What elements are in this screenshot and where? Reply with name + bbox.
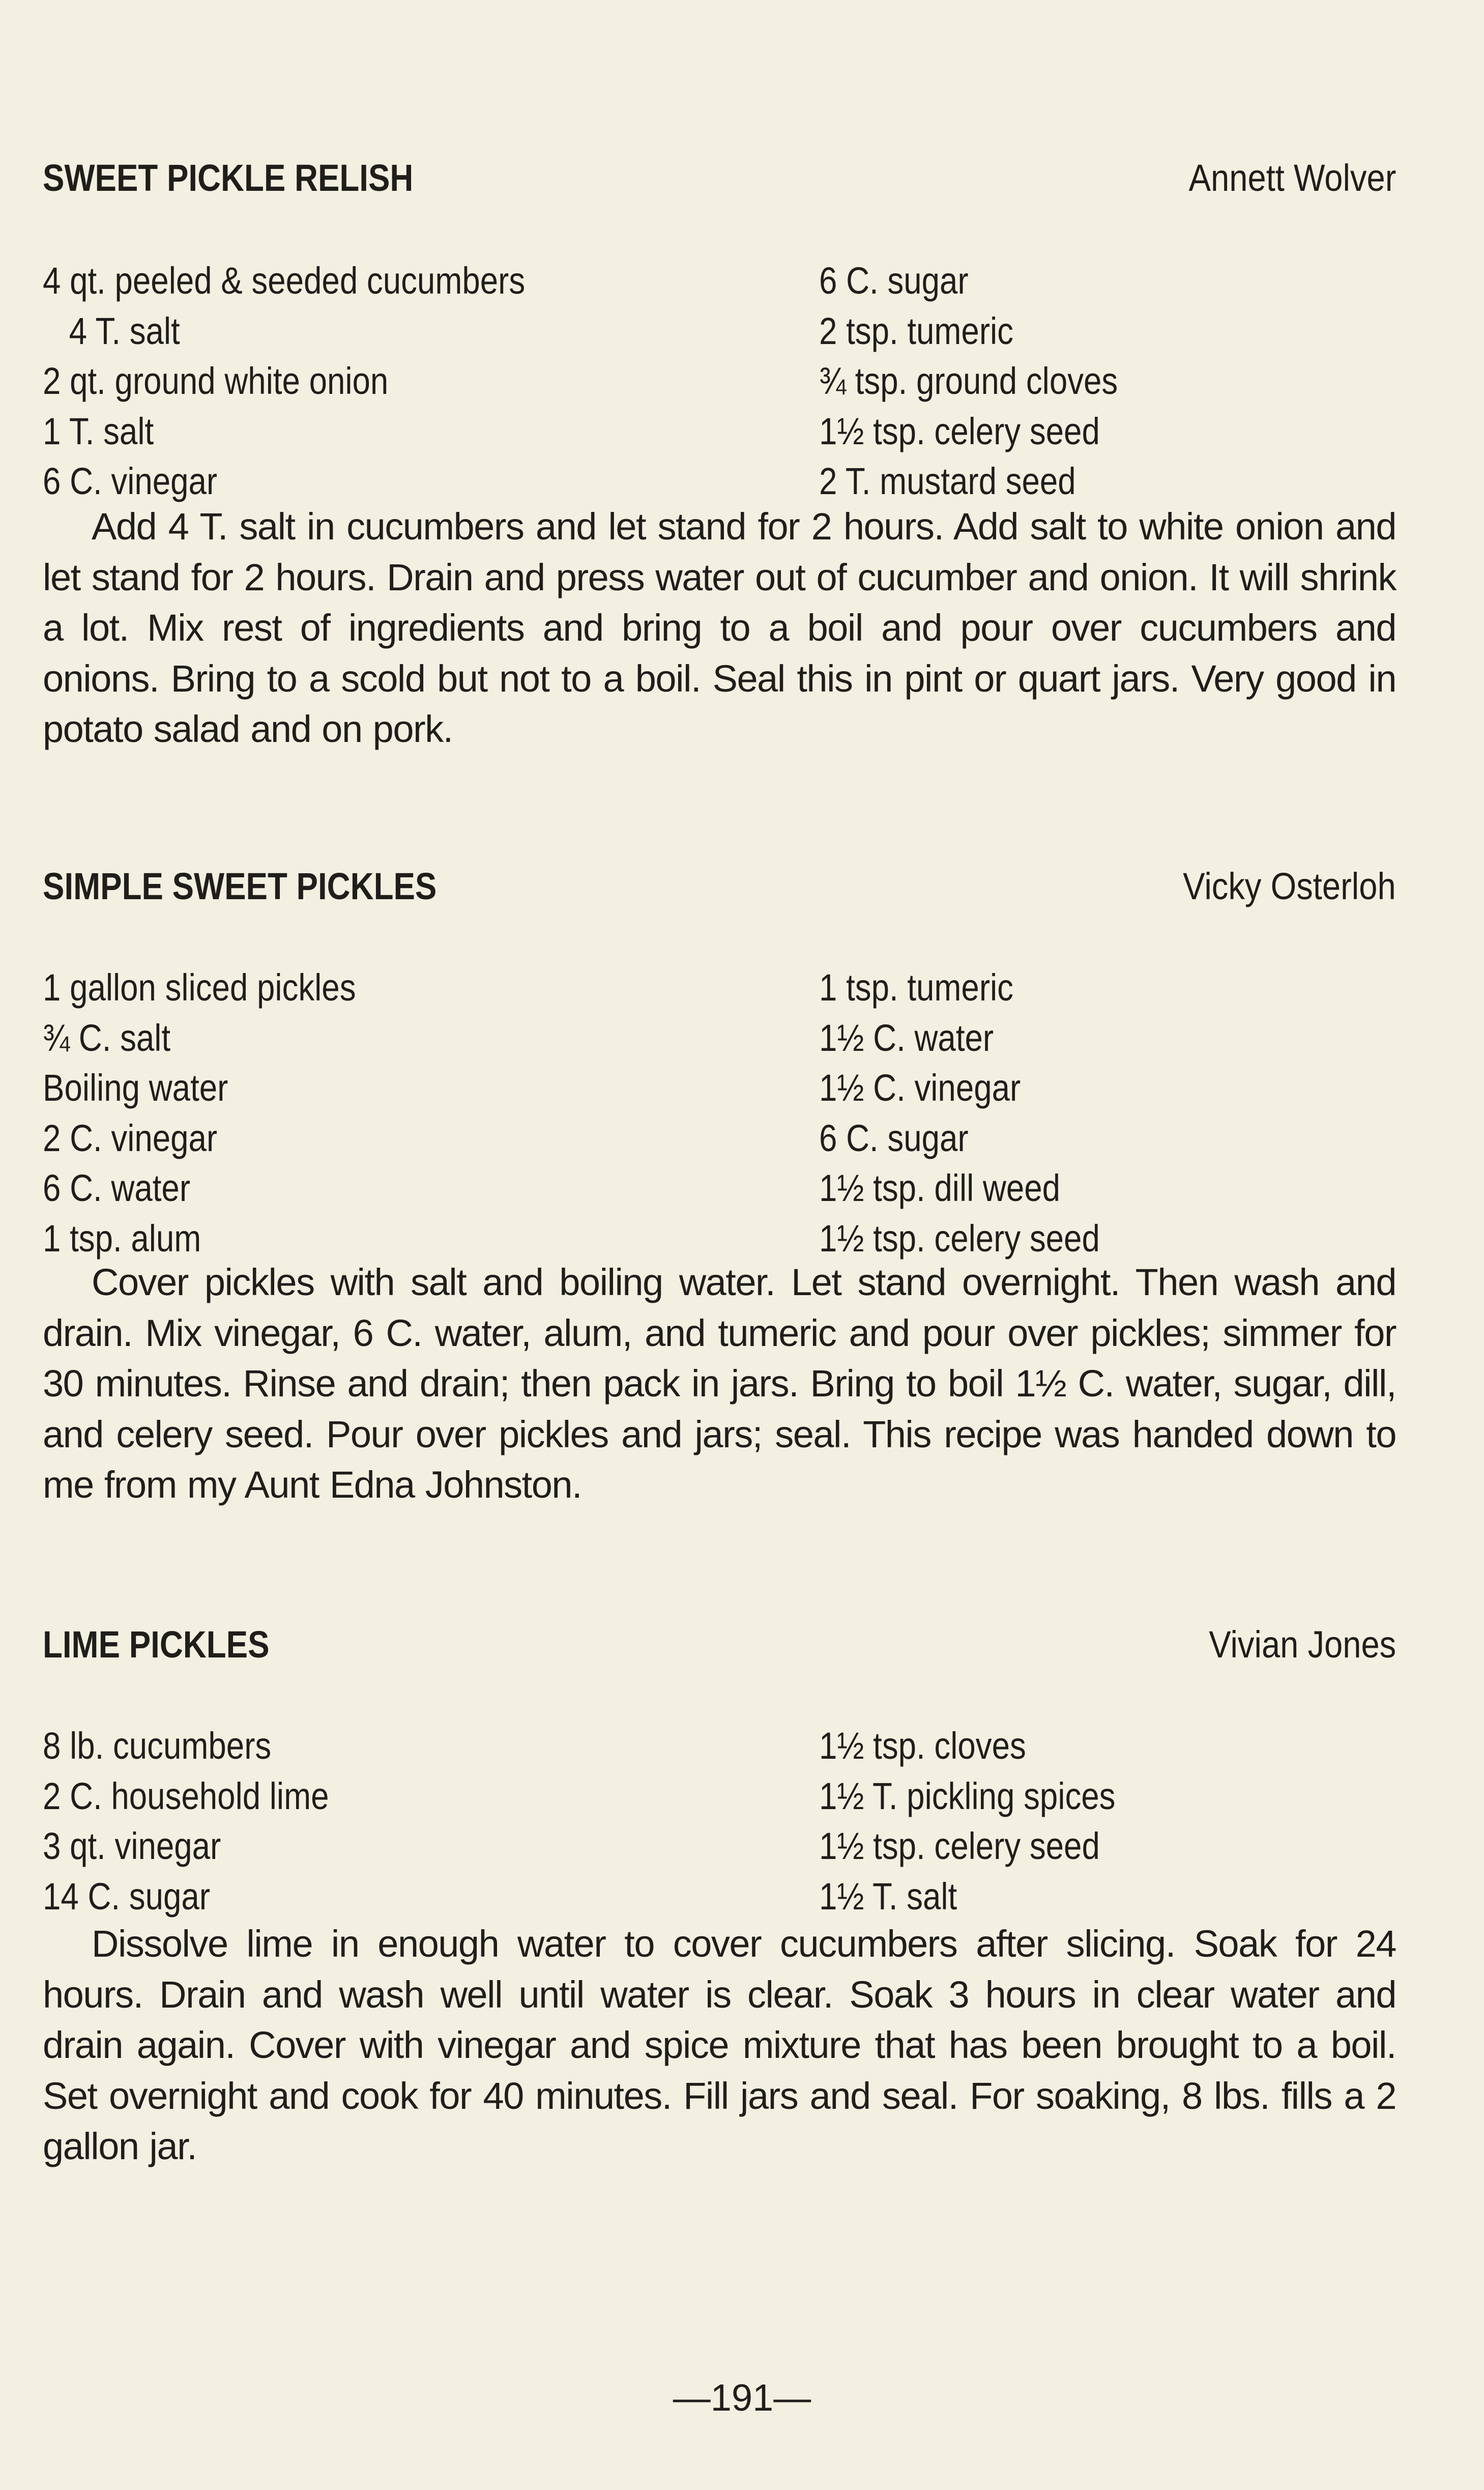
recipe-title: LIME PICKLES xyxy=(43,1623,270,1666)
ingredient-item: ¾ C. salt xyxy=(43,1016,171,1059)
ingredient-column-left xyxy=(43,1721,375,1922)
page-number: —191— xyxy=(673,2377,811,2419)
ingredient-column-left xyxy=(43,963,407,1264)
ingredient-item: ¾ tsp. ground cloves xyxy=(819,360,1118,402)
ingredient-item: 1½ tsp. celery seed xyxy=(819,1825,1100,1867)
ingredient-item: 1 tsp. alum xyxy=(43,1217,201,1260)
recipe-author: Vicky Osterloh xyxy=(1183,865,1396,907)
ingredient-item: 1½ tsp. celery seed xyxy=(819,1217,1100,1260)
recipe-author: Annett Wolver xyxy=(1188,157,1396,199)
ingredient-item: 8 lb. cucumbers xyxy=(43,1725,272,1767)
recipe-instructions: Dissolve lime in enough water to cover cucumbers after slicing. Soak for 24 hours. Drain and wash well until water is clear. Soak 3 hours in clear water and drain again. Cover with vinegar and spice mixture that has been brought to a boil. Set overnight and cook for 40 minutes. Fill jars and seal. For soaking, 8 lbs. fills a 2 gallon jar. xyxy=(43,1923,1396,2167)
recipe-header xyxy=(43,1619,1396,1670)
recipe-simple-sweet-pickles xyxy=(43,861,1396,1506)
ingredient-item: 1½ tsp. cloves xyxy=(819,1725,1026,1767)
ingredient-column-right xyxy=(819,1721,1163,1922)
ingredient-item: 6 C. vinegar xyxy=(43,460,218,502)
ingredient-item: 1½ C. vinegar xyxy=(819,1067,1021,1109)
ingredient-item: 2 T. mustard seed xyxy=(819,460,1076,502)
ingredient-item: 3 qt. vinegar xyxy=(43,1825,221,1867)
ingredient-item: 6 C. sugar xyxy=(819,1117,969,1159)
ingredient-item: 1½ tsp. dill weed xyxy=(819,1167,1061,1209)
ingredient-item: 1 tsp. tumeric xyxy=(819,966,1013,1009)
recipe-header xyxy=(43,153,1396,204)
recipe-instructions: Cover pickles with salt and boiling water. Let stand overnight. Then wash and drain. Mix vinegar, 6 C. water, alum, and tumeric and pour over pickles; simmer for 30 minutes. Rinse and drain; then pack in jars. Bring to boil 1½ C. water, sugar, dill, and celery seed. Pour over pickles and jars; seal. This recipe was handed down to me from my Aunt Edna Johnston. xyxy=(43,1261,1396,1506)
recipe-sweet-pickle-relish xyxy=(43,153,1396,750)
ingredient-column-right xyxy=(819,963,1146,1264)
ingredient-item: 2 qt. ground white onion xyxy=(43,360,389,402)
recipe-title: SWEET PICKLE RELISH xyxy=(43,157,414,199)
ingredient-item: 2 tsp. tumeric xyxy=(819,309,1013,352)
recipe-lime-pickles xyxy=(43,1619,1396,2167)
ingredient-item: 1½ T. pickling spices xyxy=(819,1775,1116,1817)
ingredient-item: 1½ T. salt xyxy=(819,1875,957,1917)
ingredient-item: 1½ C. water xyxy=(819,1016,994,1059)
ingredient-item: 1 gallon sliced pickles xyxy=(43,966,356,1009)
ingredient-column-right xyxy=(819,256,1167,507)
ingredient-item: Boiling water xyxy=(43,1067,228,1109)
ingredient-item: 1 T. salt xyxy=(43,410,154,452)
recipe-title: SIMPLE SWEET PICKLES xyxy=(43,865,437,907)
recipe-instructions: Add 4 T. salt in cucumbers and let stand for 2 hours. Add salt to white onion and let stand for 2 hours. Drain and press water out of cucumber and onion. It will shrink a lot. Mix rest of ingredients and bring to a boil and pour over cucumbers and onions. Bring to a scold but not to a boil. Seal this in pint or quart jars. Very good in potato salad and on pork. xyxy=(43,505,1396,750)
ingredient-item: 6 C. water xyxy=(43,1167,191,1209)
ingredient-item: 14 C. sugar xyxy=(43,1875,210,1917)
ingredient-item: 6 C. sugar xyxy=(819,260,969,302)
recipe-header xyxy=(43,861,1396,912)
ingredient-item: 2 C. household lime xyxy=(43,1775,329,1817)
ingredient-item: 4 qt. peeled & seeded cucumbers xyxy=(43,260,526,302)
ingredient-item: 4 T. salt xyxy=(69,309,180,352)
ingredient-item: 1½ tsp. celery seed xyxy=(819,410,1100,452)
ingredient-column-left xyxy=(43,256,603,507)
recipe-author: Vivian Jones xyxy=(1208,1623,1396,1666)
ingredient-item: 2 C. vinegar xyxy=(43,1117,218,1159)
